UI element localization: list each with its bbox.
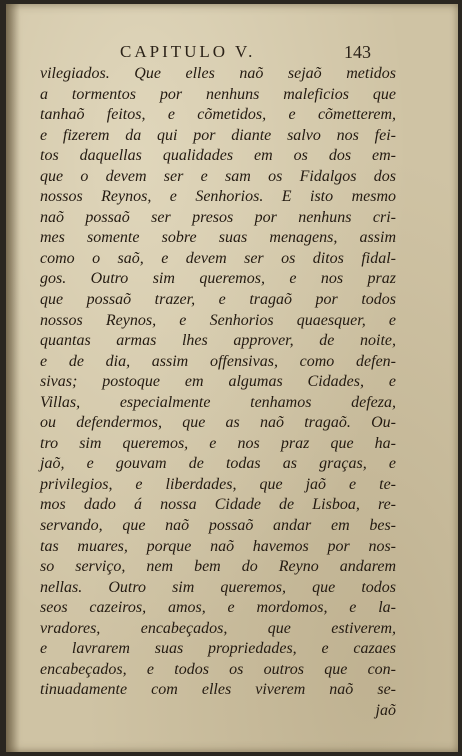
text-line: tanhaõ feitos, e cõmetidos, e cõmetterem, (40, 106, 396, 124)
text-line: jaõ, e gouvam de todas as graças, e (40, 455, 396, 473)
text-line: encabeçados, e todos os outros que con- (40, 660, 396, 678)
text-line: tas muares, porque naõ havemos por nos- (40, 537, 396, 555)
text-line: vradores, encabeçados, que estiverem, (40, 619, 396, 637)
text-line: como o saõ, e devem ser os ditos fidal- (40, 249, 396, 267)
text-line: tro sim queremos, e nos praz que ha- (40, 434, 396, 452)
text-line: tinuadamente com elles viverem naõ se- (40, 681, 396, 699)
page-number: 143 (344, 42, 371, 62)
running-head: CAPITULO V. (120, 42, 256, 61)
text-line: naõ possaõ ser presos por nenhuns cri- (40, 208, 396, 226)
catchword: jaõ (375, 701, 396, 719)
text-line: mes somente sobre suas menagens, assim (40, 229, 396, 247)
text-line: privilegios, e liberdades, que jaõ e te- (40, 475, 396, 493)
text-line: Villas, especialmente tenhamos defeza, (40, 393, 396, 411)
text-line: nossos Reynos, e Senhorios. E isto mesmo (40, 188, 396, 206)
text-line: que possaõ trazer, e tragaõ por todos (40, 291, 396, 309)
page-gutter-shadow (6, 4, 20, 752)
text-line: ou defendermos, que as naõ tragaõ. Ou- (40, 414, 396, 432)
book-page (6, 4, 458, 752)
text-line: a tormentos por nenhuns maleficios que (40, 85, 396, 103)
text-line: tos daquellas qualidades em os dos em- (40, 147, 396, 165)
text-line: servando, que naõ possaõ andar em bes- (40, 517, 396, 535)
text-line: seos cazeiros, amos, e mordomos, e la- (40, 599, 396, 617)
text-line: e fizerem da qui por diante salvo nos fei- (40, 126, 396, 144)
body-text (40, 64, 396, 722)
text-line: que o devem ser e sam os Fidalgos dos (40, 167, 396, 185)
text-line: quantas armas lhes approver, de noite, (40, 332, 396, 350)
text-line: e lavrarem suas propriedades, e cazaes (40, 640, 396, 658)
text-line: nossos Reynos, e Senhorios quaesquer, e (40, 311, 396, 329)
text-line: nellas. Outro sim queremos, que todos (40, 578, 396, 596)
page-header (6, 42, 458, 66)
text-line: sivas; postoque em algumas Cidades, e (40, 373, 396, 391)
text-line: mos dado á nossa Cidade de Lisboa, re- (40, 496, 396, 514)
text-line: gos. Outro sim queremos, e nos praz (40, 270, 396, 288)
text-line: so serviço, nem bem do Reyno andarem (40, 558, 396, 576)
text-line: e de dia, assim offensivas, como defen- (40, 352, 396, 370)
text-line: vilegiados. Que elles naõ sejaõ metidos (40, 65, 396, 82)
